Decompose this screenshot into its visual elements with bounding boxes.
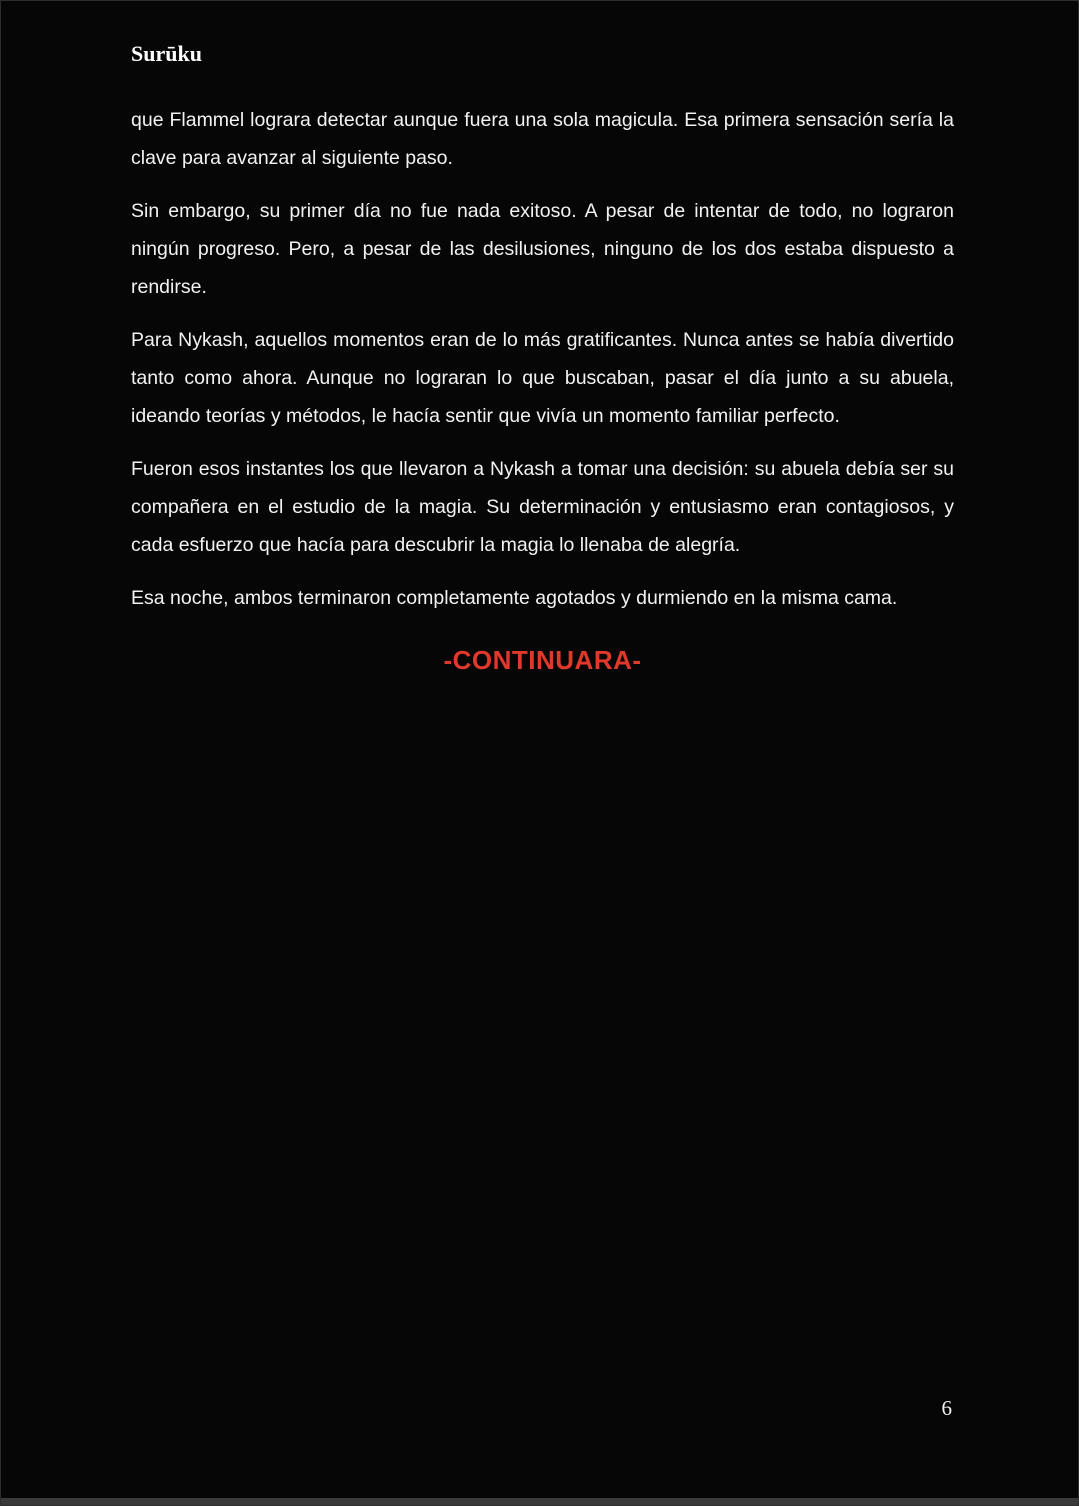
document-header-title: Surūku	[131, 41, 202, 66]
paragraph: Esa noche, ambos terminaron completamente agotados y durmiendo en la misma cama.	[131, 587, 898, 609]
paragraph: Sin embargo, su primer día no fue nada exitoso. A pesar de intentar de todo, no lograron ningún progreso. Pero, a pesar de las desilusiones, ninguno de los dos estaba dispuesto a rendirse.	[131, 200, 954, 298]
page-number: 6	[941, 1396, 952, 1420]
continuation-marker: -CONTINUARA-	[443, 645, 642, 675]
page-content	[1, 1, 1078, 676]
paragraph: que Flammel lograra detectar aunque fuera una sola magicula. Esa primera sensación sería la clave para avanzar al siguiente paso.	[131, 109, 954, 169]
page-bottom-edge	[1, 1498, 1078, 1505]
paragraph: Fueron esos instantes los que llevaron a Nykash a tomar una decisión: su abuela debía ser su compañera en el estudio de la magia. Su determinación y entusiasmo eran contagiosos, y cada esfuerzo que hacía para descubrir la magia lo llenaba de alegría.	[131, 458, 954, 556]
paragraph: Para Nykash, aquellos momentos eran de lo más gratificantes. Nunca antes se había divertido tanto como ahora. Aunque no lograran lo que buscaban, pasar el día junto a su abuela, ideando teorías y métodos, le hacía sentir que vivía un momento familiar perfecto.	[131, 329, 954, 427]
